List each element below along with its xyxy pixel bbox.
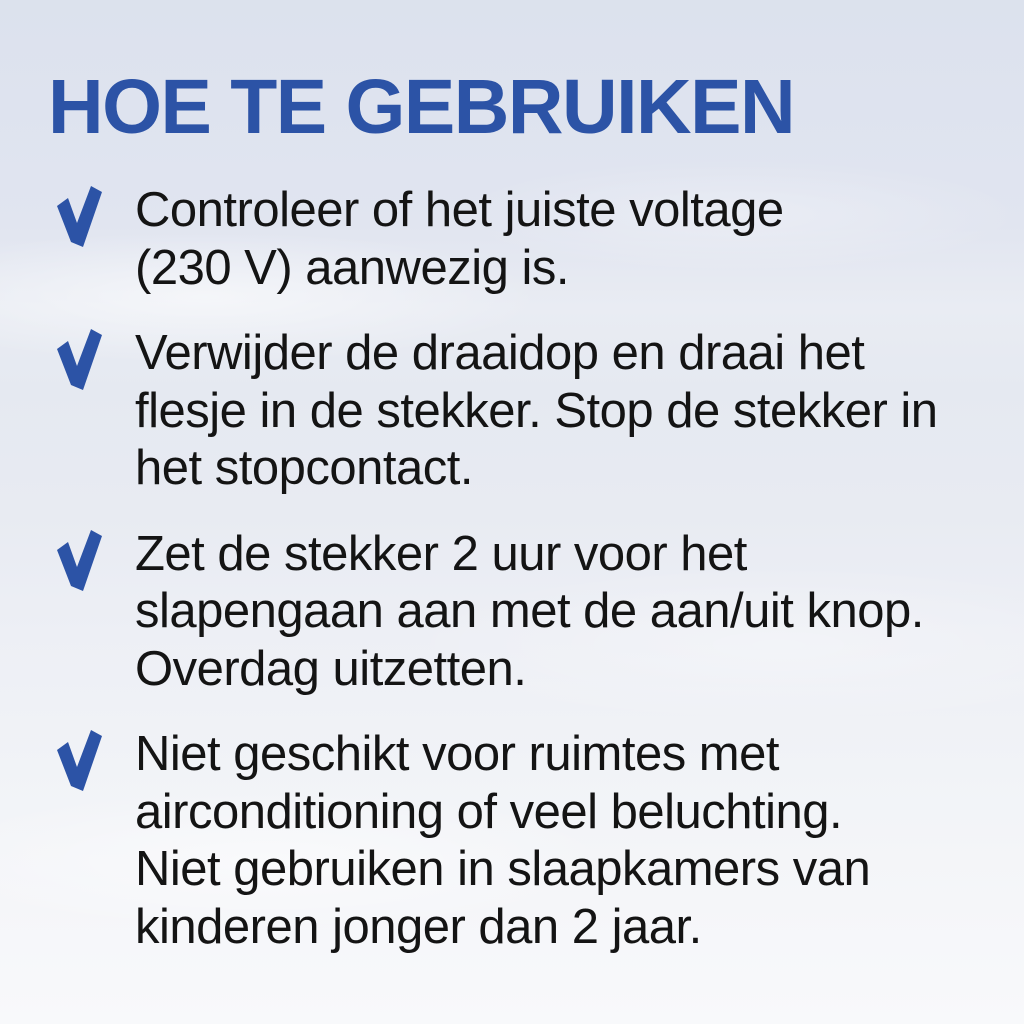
checklist-item-line: Niet geschikt voor ruimtes met bbox=[135, 727, 779, 781]
checklist-item-text bbox=[135, 726, 870, 956]
checklist bbox=[48, 182, 994, 956]
checklist-item bbox=[48, 526, 994, 699]
checklist-item-line: slapengaan aan met de aan/uit knop. bbox=[135, 584, 924, 638]
checklist-item-line: kinderen jonger dan 2 jaar. bbox=[135, 899, 702, 954]
checklist-item-line: Verwijder de draaidop en draai het bbox=[135, 326, 865, 380]
checklist-item-text bbox=[135, 325, 938, 498]
checklist-item-line: (230 V) aanwezig is. bbox=[135, 240, 569, 295]
checklist-item-line: Controleer of het juiste voltage bbox=[135, 183, 784, 237]
check-icon bbox=[56, 529, 102, 591]
checklist-item-text bbox=[135, 182, 784, 297]
check-icon bbox=[56, 185, 102, 247]
checklist-item-line: Overdag uitzetten. bbox=[135, 641, 527, 696]
checklist-item-line: airconditioning of veel beluchting. bbox=[135, 784, 843, 839]
checklist-item-line: het stopcontact. bbox=[135, 441, 473, 495]
check-icon bbox=[56, 328, 102, 390]
checklist-item bbox=[48, 325, 994, 498]
checklist-item-line: flesje in de stekker. Stop de stekker in bbox=[135, 383, 938, 438]
page-title: HOE TE GEBRUIKEN bbox=[48, 64, 795, 150]
checklist-item-text bbox=[135, 526, 924, 699]
checklist-item bbox=[48, 726, 994, 956]
checklist-item-line: Niet gebruiken in slaapkamers van bbox=[135, 842, 871, 896]
checklist-item-line: Zet de stekker 2 uur voor het bbox=[135, 526, 747, 581]
checklist-item bbox=[48, 182, 994, 297]
check-icon bbox=[56, 729, 102, 791]
